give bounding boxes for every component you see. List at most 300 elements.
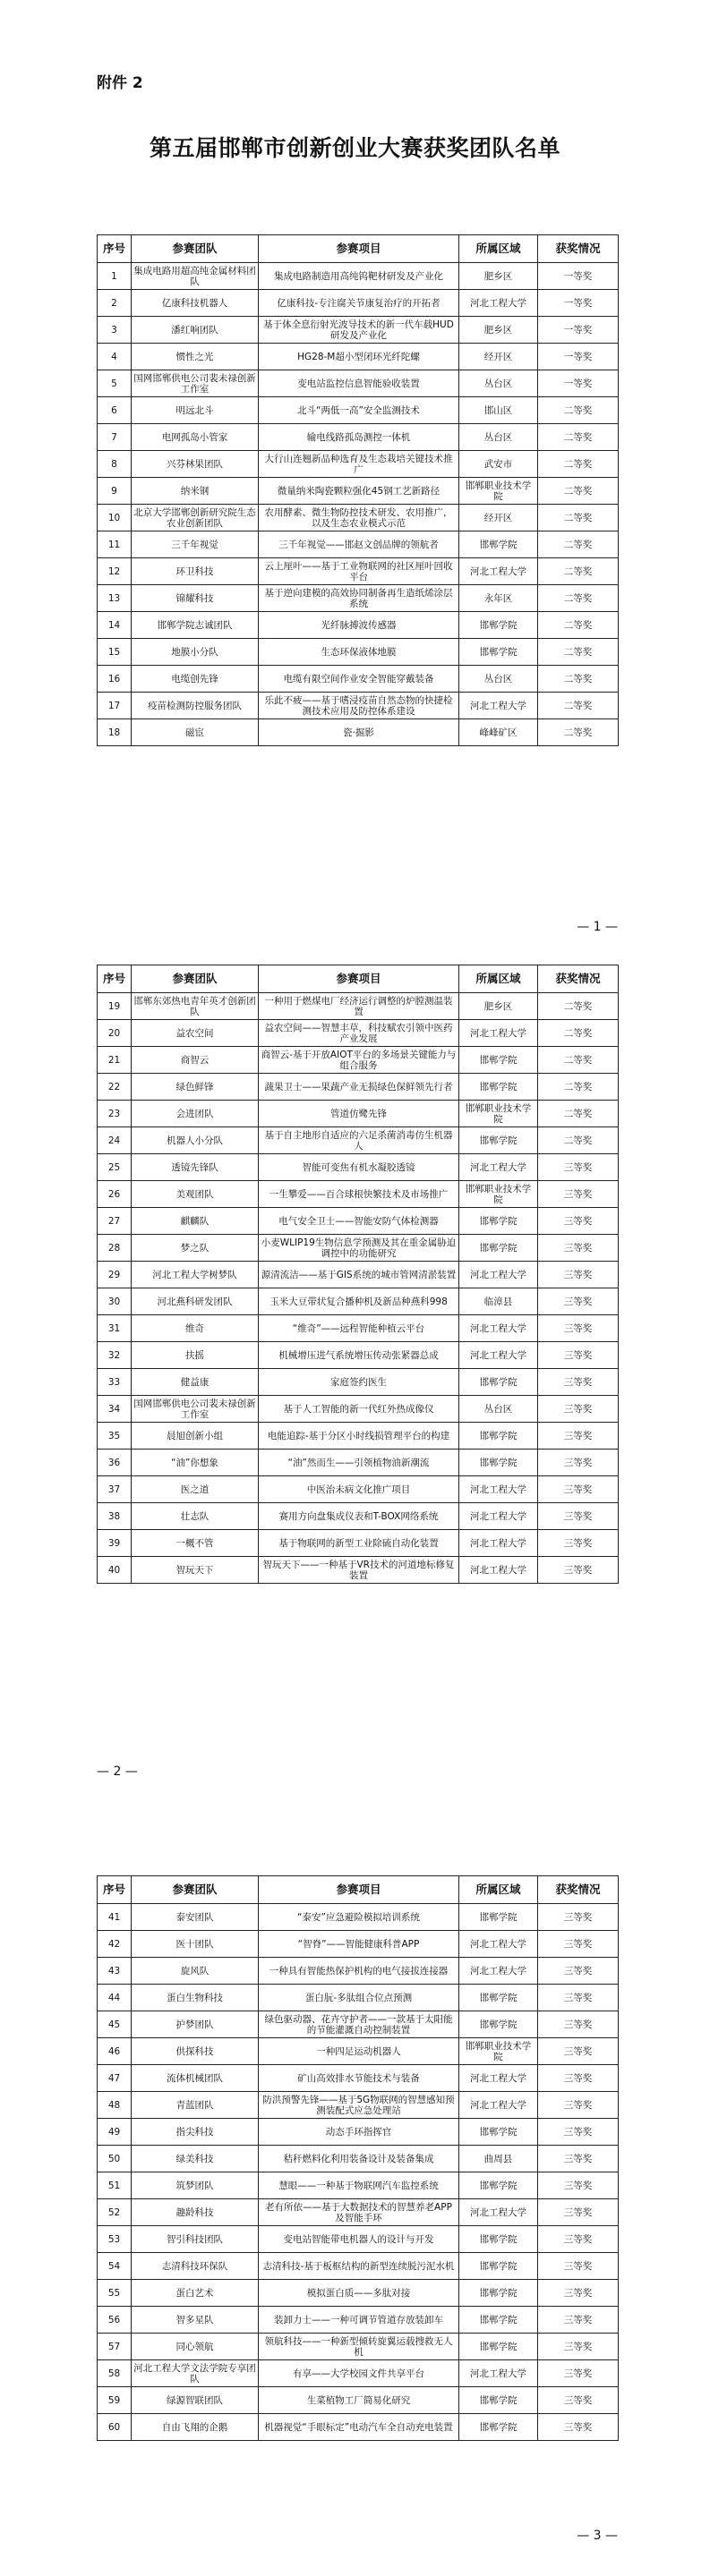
awards-table-page-3: [97, 1875, 619, 2441]
cell-project-name: 机器视觉“手眼标定”电动汽车全自动充电装置: [259, 2414, 459, 2441]
cell-award: 二等奖: [538, 505, 619, 531]
cell-row-number: 40: [98, 1557, 132, 1584]
cell-project-name: 绿色驱动器、花卉守护者——一款基于太阳能的节能灌溉自动控制装置: [259, 2011, 459, 2038]
cell-row-number: 29: [98, 1262, 132, 1288]
table-header-row: [98, 1876, 619, 1904]
page-number-1: — 1 —: [577, 920, 618, 934]
cell-row-number: 17: [98, 693, 132, 719]
table-row: [98, 263, 619, 290]
cell-team-name: 国网邯郸供电公司裴未禄创新工作室: [132, 370, 259, 397]
cell-region: 河北工程大学: [459, 1503, 538, 1530]
cell-region: 经开区: [459, 505, 538, 531]
cell-award: 二等奖: [538, 1074, 619, 1101]
cell-region: 邯郸学院: [459, 2387, 538, 2414]
cell-team-name: 机器人小分队: [132, 1127, 259, 1154]
cell-award: 三等奖: [538, 1423, 619, 1450]
cell-project-name: 有享——大学校园文件共享平台: [259, 2360, 459, 2387]
cell-award: 二等奖: [538, 558, 619, 585]
cell-award: 二等奖: [538, 397, 619, 424]
cell-row-number: 53: [98, 2226, 132, 2253]
table-row: [98, 344, 619, 370]
cell-row-number: 36: [98, 1450, 132, 1476]
cell-award: 二等奖: [538, 666, 619, 693]
cell-region: 河北工程大学: [459, 1262, 538, 1288]
cell-project-name: 中医治未病文化推广项目: [259, 1476, 459, 1503]
table-row: [98, 2226, 619, 2253]
header-team-name: 参赛团队: [132, 1876, 259, 1904]
cell-project-name: 家庭签约医生: [259, 1369, 459, 1396]
table-row: [98, 1503, 619, 1530]
cell-row-number: 16: [98, 666, 132, 693]
cell-region: 肥乡区: [459, 993, 538, 1020]
cell-team-name: 晨旭创新小组: [132, 1423, 259, 1450]
cell-team-name: 维奇: [132, 1315, 259, 1342]
cell-region: 河北工程大学: [459, 1154, 538, 1181]
cell-team-name: 电网孤岛小管家: [132, 424, 259, 451]
cell-award: 二等奖: [538, 424, 619, 451]
table-row: [98, 1369, 619, 1396]
cell-region: 河北工程大学: [459, 2360, 538, 2387]
cell-row-number: 5: [98, 370, 132, 397]
cell-project-name: “泰安”应急避险模拟培训系统: [259, 1904, 459, 1931]
header-project-name: 参赛项目: [259, 1876, 459, 1904]
cell-award: 二等奖: [538, 451, 619, 478]
cell-project-name: 生态环保液体地膜: [259, 639, 459, 666]
cell-team-name: 国网邯郸供电公司裴未禄创新工作室: [132, 1396, 259, 1423]
table-row: [98, 1931, 619, 1958]
cell-row-number: 48: [98, 2092, 132, 2119]
cell-team-name: 蛋白生物科技: [132, 1985, 259, 2011]
document-title: 第五届邯郸市创新创业大赛获奖团队名单: [149, 135, 560, 161]
cell-award: 三等奖: [538, 1235, 619, 1262]
cell-award: 三等奖: [538, 2172, 619, 2199]
cell-row-number: 43: [98, 1958, 132, 1985]
cell-team-name: 智多星队: [132, 2307, 259, 2334]
cell-project-name: 益农空间——智慧丰草，科技赋农引领中医药产业发展: [259, 1020, 459, 1047]
cell-project-name: 电气安全卫士——智能安防气体检测器: [259, 1208, 459, 1235]
cell-team-name: 邯郸东郊热电青年英才创新团队: [132, 993, 259, 1020]
cell-team-name: 健益康: [132, 1369, 259, 1396]
cell-team-name: 指尖科技: [132, 2119, 259, 2146]
cell-region: 曲周县: [459, 2146, 538, 2172]
cell-region: 河北工程大学: [459, 2065, 538, 2092]
cell-row-number: 18: [98, 719, 132, 746]
header-row-number: 序号: [98, 965, 132, 993]
cell-award: 三等奖: [538, 1315, 619, 1342]
header-project-name: 参赛项目: [259, 235, 459, 263]
cell-award: 三等奖: [538, 1958, 619, 1985]
cell-team-name: 商智云: [132, 1047, 259, 1074]
cell-row-number: 37: [98, 1476, 132, 1503]
cell-project-name: 亿康科技-专注腐关节康复治疗的开拓者: [259, 290, 459, 317]
cell-team-name: 三千年视觉: [132, 531, 259, 558]
cell-award: 三等奖: [538, 2253, 619, 2280]
annex-label: 附件 2: [97, 74, 143, 92]
table-row: [98, 1154, 619, 1181]
cell-award: 二等奖: [538, 1047, 619, 1074]
cell-project-name: 矿山高效排水节能技术与装备: [259, 2065, 459, 2092]
cell-row-number: 28: [98, 1235, 132, 1262]
table-row: [98, 2414, 619, 2441]
cell-row-number: 22: [98, 1074, 132, 1101]
cell-team-name: 医之道: [132, 1476, 259, 1503]
cell-row-number: 38: [98, 1503, 132, 1530]
cell-row-number: 3: [98, 317, 132, 344]
table-row: [98, 612, 619, 639]
cell-region: 肥乡区: [459, 317, 538, 344]
cell-team-name: 河北工程大学文法学院专享团队: [132, 2360, 259, 2387]
cell-team-name: 一概不管: [132, 1530, 259, 1557]
cell-team-name: 河北工程大学树梦队: [132, 1262, 259, 1288]
cell-row-number: 24: [98, 1127, 132, 1154]
cell-team-name: 筑梦团队: [132, 2172, 259, 2199]
cell-team-name: 流体机械团队: [132, 2065, 259, 2092]
cell-team-name: 护梦团队: [132, 2011, 259, 2038]
cell-project-name: “维奇”——远程智能种植云平台: [259, 1315, 459, 1342]
cell-row-number: 12: [98, 558, 132, 585]
cell-row-number: 7: [98, 424, 132, 451]
cell-region: 河北工程大学: [459, 693, 538, 719]
cell-project-name: 防洪预警先锋——基于5G物联网的智慧感知预测装配式应急处理站: [259, 2092, 459, 2119]
table-row: [98, 1530, 619, 1557]
header-award: 获奖情况: [538, 965, 619, 993]
cell-project-name: 装卸力士——一种可调节管道存放装卸车: [259, 2307, 459, 2334]
cell-row-number: 2: [98, 290, 132, 317]
cell-award: 二等奖: [538, 1127, 619, 1154]
cell-team-name: 梦之队: [132, 1235, 259, 1262]
table-row: [98, 1450, 619, 1476]
cell-row-number: 8: [98, 451, 132, 478]
cell-row-number: 41: [98, 1904, 132, 1931]
cell-award: 二等奖: [538, 478, 619, 505]
cell-award: 三等奖: [538, 1904, 619, 1931]
cell-award: 三等奖: [538, 1530, 619, 1557]
cell-project-name: 三千年视觉——邯赵文创品牌的领航者: [259, 531, 459, 558]
cell-region: 邯郸学院: [459, 2011, 538, 2038]
cell-row-number: 9: [98, 478, 132, 505]
cell-award: 三等奖: [538, 1931, 619, 1958]
cell-project-name: 基于逆向建模的高效协同制备再生造纸烯涂层系统: [259, 585, 459, 612]
cell-row-number: 60: [98, 2414, 132, 2441]
cell-award: 三等奖: [538, 1396, 619, 1423]
cell-region: 邯郸学院: [459, 531, 538, 558]
table-row: [98, 290, 619, 317]
cell-team-name: 电缆创先锋: [132, 666, 259, 693]
cell-team-name: 供探科技: [132, 2038, 259, 2065]
cell-team-name: 兴芬林果团队: [132, 451, 259, 478]
cell-project-name: 集成电路制造用高纯钨靶材研发及产业化: [259, 263, 459, 290]
table-header-row: [98, 235, 619, 263]
cell-project-name: 瓷·掘影: [259, 719, 459, 746]
cell-award: 二等奖: [538, 1020, 619, 1047]
cell-region: 河北工程大学: [459, 1530, 538, 1557]
cell-project-name: 玉米大豆带状复合播种机及新品种燕科998: [259, 1288, 459, 1315]
cell-award: 三等奖: [538, 1476, 619, 1503]
table-row: [98, 1557, 619, 1584]
cell-region: 永年区: [459, 585, 538, 612]
cell-project-name: 领航科技——一种新型倾转旋翼运载搜救无人机: [259, 2334, 459, 2360]
cell-region: 邯郸学院: [459, 1450, 538, 1476]
table-row: [98, 2172, 619, 2199]
cell-team-name: “油”你想象: [132, 1450, 259, 1476]
header-team-name: 参赛团队: [132, 235, 259, 263]
table-row: [98, 2387, 619, 2414]
cell-project-name: 老有所依——基于大数据技术的智慧养老APP及智能手环: [259, 2199, 459, 2226]
cell-project-name: 输电线路孤岛测控一体机: [259, 424, 459, 451]
cell-region: 邯郸学院: [459, 2172, 538, 2199]
cell-award: 二等奖: [538, 531, 619, 558]
cell-row-number: 14: [98, 612, 132, 639]
cell-region: 邯郸学院: [459, 1369, 538, 1396]
cell-team-name: 疫苗检测防控服务团队: [132, 693, 259, 719]
cell-row-number: 15: [98, 639, 132, 666]
cell-project-name: 蔬果卫士——果蔬产业无损绿色保鲜领先行者: [259, 1074, 459, 1101]
cell-award: 三等奖: [538, 2334, 619, 2360]
cell-team-name: 磁宦: [132, 719, 259, 746]
cell-row-number: 45: [98, 2011, 132, 2038]
cell-region: 邯郸学院: [459, 2226, 538, 2253]
cell-project-name: 农用酵素、微生物防控技术研发、农用推广，以及生态农业模式示范: [259, 505, 459, 531]
cell-award: 二等奖: [538, 993, 619, 1020]
table-row: [98, 2307, 619, 2334]
cell-project-name: 北斗“两低一高”安全监测技术: [259, 397, 459, 424]
cell-region: 丛台区: [459, 1396, 538, 1423]
table-row: [98, 2280, 619, 2307]
table-row: [98, 1904, 619, 1931]
page-number-2: — 2 —: [97, 1764, 138, 1779]
cell-team-name: 潘红响团队: [132, 317, 259, 344]
cell-row-number: 55: [98, 2280, 132, 2307]
table-row: [98, 1288, 619, 1315]
cell-project-name: 云上厘叶——基于工业物联网的社区厘叶回收平台: [259, 558, 459, 585]
cell-row-number: 6: [98, 397, 132, 424]
cell-row-number: 25: [98, 1154, 132, 1181]
cell-team-name: 绿源智联团队: [132, 2387, 259, 2414]
cell-project-name: 生菜植物工厂简易化研究: [259, 2387, 459, 2414]
cell-project-name: 志清科技-基于板框结构的新型连续脱污泥水机: [259, 2253, 459, 2280]
cell-award: 三等奖: [538, 2387, 619, 2414]
cell-project-name: 机械增压进气系统增压传动张紧器总成: [259, 1342, 459, 1369]
cell-row-number: 34: [98, 1396, 132, 1423]
cell-row-number: 27: [98, 1208, 132, 1235]
cell-project-name: 基于物联网的新型工业除硫自动化装置: [259, 1530, 459, 1557]
table-row: [98, 2065, 619, 2092]
cell-region: 邯郸学院: [459, 1208, 538, 1235]
cell-region: 河北工程大学: [459, 1557, 538, 1584]
table-row: [98, 558, 619, 585]
cell-project-name: 一生攀爱——百合球根快繁技术及市场推广: [259, 1181, 459, 1208]
cell-project-name: 一种具有智能热保护机构的电气接拔连接器: [259, 1958, 459, 1985]
cell-team-name: 环卫科技: [132, 558, 259, 585]
cell-region: 邯郸学院: [459, 1235, 538, 1262]
cell-region: 邯郸学院: [459, 1047, 538, 1074]
table-row: [98, 1208, 619, 1235]
cell-region: 河北工程大学: [459, 2092, 538, 2119]
cell-team-name: 地膜小分队: [132, 639, 259, 666]
table-row: [98, 2334, 619, 2360]
cell-row-number: 20: [98, 1020, 132, 1047]
cell-award: 三等奖: [538, 1342, 619, 1369]
cell-region: 临漳县: [459, 1288, 538, 1315]
cell-project-name: 变电站智能带电机器人的设计与开发: [259, 2226, 459, 2253]
cell-team-name: 明远北斗: [132, 397, 259, 424]
table-header-row: [98, 965, 619, 993]
cell-award: 三等奖: [538, 1503, 619, 1530]
cell-region: 经开区: [459, 344, 538, 370]
table-row: [98, 2360, 619, 2387]
cell-project-name: 智玩天下——一种基于VR技术的河道地标修复装置: [259, 1557, 459, 1584]
table-row: [98, 2199, 619, 2226]
cell-region: 邯郸学院: [459, 2307, 538, 2334]
cell-project-name: 大行山连翘新品种选育及生态栽培关键技术推广: [259, 451, 459, 478]
cell-region: 丛台区: [459, 424, 538, 451]
cell-award: 三等奖: [538, 1557, 619, 1584]
cell-project-name: 小麦WLIP19生物信息学预测及其在重金属胁迫调控中的功能研究: [259, 1235, 459, 1262]
cell-row-number: 39: [98, 1530, 132, 1557]
cell-project-name: 电缆有限空间作业安全智能穿戴装备: [259, 666, 459, 693]
header-project-name: 参赛项目: [259, 965, 459, 993]
cell-team-name: 绿色鲜锋: [132, 1074, 259, 1101]
table-row: [98, 1262, 619, 1288]
cell-row-number: 31: [98, 1315, 132, 1342]
cell-team-name: 会进团队: [132, 1101, 259, 1127]
header-team-name: 参赛团队: [132, 965, 259, 993]
cell-project-name: 模拟蛋白质——多肽对接: [259, 2280, 459, 2307]
cell-team-name: 锦耀科技: [132, 585, 259, 612]
cell-award: 二等奖: [538, 639, 619, 666]
cell-award: 三等奖: [538, 1288, 619, 1315]
cell-row-number: 21: [98, 1047, 132, 1074]
cell-award: 三等奖: [538, 1369, 619, 1396]
table-row: [98, 370, 619, 397]
cell-team-name: 自由飞翔的企鹅: [132, 2414, 259, 2441]
table-row: [98, 531, 619, 558]
table-row: [98, 719, 619, 746]
cell-award: 三等奖: [538, 2092, 619, 2119]
table-row: [98, 397, 619, 424]
cell-row-number: 51: [98, 2172, 132, 2199]
cell-team-name: 蛋白艺术: [132, 2280, 259, 2307]
cell-row-number: 44: [98, 1985, 132, 2011]
cell-region: 峰峰矿区: [459, 719, 538, 746]
cell-region: 河北工程大学: [459, 1315, 538, 1342]
cell-row-number: 4: [98, 344, 132, 370]
cell-project-name: 慧眼——一种基于物联网汽车监控系统: [259, 2172, 459, 2199]
cell-award: 三等奖: [538, 2199, 619, 2226]
cell-region: 邯郸学院: [459, 2414, 538, 2441]
cell-award: 三等奖: [538, 2011, 619, 2038]
cell-project-name: 秸秆燃料化利用装备设计及装备集成: [259, 2146, 459, 2172]
cell-award: 三等奖: [538, 1181, 619, 1208]
cell-region: 邯郸学院: [459, 1074, 538, 1101]
cell-award: 二等奖: [538, 585, 619, 612]
cell-region: 丛台区: [459, 666, 538, 693]
cell-row-number: 46: [98, 2038, 132, 2065]
table-row: [98, 1985, 619, 2011]
table-row: [98, 2011, 619, 2038]
cell-region: 河北工程大学: [459, 1020, 538, 1047]
cell-project-name: 赛用方向盘集成仪表和T-BOX网络系统: [259, 1503, 459, 1530]
cell-team-name: 邯郸学院志诚团队: [132, 612, 259, 639]
cell-region: 邯郸学院: [459, 1904, 538, 1931]
table-row: [98, 1074, 619, 1101]
cell-row-number: 50: [98, 2146, 132, 2172]
table-row: [98, 585, 619, 612]
cell-team-name: 志清科技环保队: [132, 2253, 259, 2280]
cell-region: 邯郸职业技术学院: [459, 2038, 538, 2065]
cell-team-name: 透镜先锋队: [132, 1154, 259, 1181]
cell-region: 河北工程大学: [459, 558, 538, 585]
cell-region: 河北工程大学: [459, 1342, 538, 1369]
cell-project-name: 源清流洁——基于GIS系统的城市管网清淤装置: [259, 1262, 459, 1288]
cell-award: 三等奖: [538, 2146, 619, 2172]
cell-region: 丛台区: [459, 370, 538, 397]
cell-project-name: 基于自主地形自适应的六足杀菌消毒仿生机器人: [259, 1127, 459, 1154]
cell-award: 二等奖: [538, 693, 619, 719]
cell-project-name: 电能追踪-基于分区小时线损管理平台的构建: [259, 1423, 459, 1450]
cell-region: 邯郸学院: [459, 612, 538, 639]
table-row: [98, 1396, 619, 1423]
table-row: [98, 2253, 619, 2280]
page-number-3: — 3 —: [577, 2529, 618, 2543]
table-row: [98, 478, 619, 505]
cell-award: 二等奖: [538, 612, 619, 639]
cell-region: 河北工程大学: [459, 1476, 538, 1503]
cell-project-name: HG28-M超小型闭环光纤陀螺: [259, 344, 459, 370]
cell-award: 一等奖: [538, 263, 619, 290]
cell-row-number: 19: [98, 993, 132, 1020]
table-row: [98, 639, 619, 666]
cell-project-name: “油”然而生——引领植物油新潮流: [259, 1450, 459, 1476]
table-row: [98, 505, 619, 531]
cell-award: 三等奖: [538, 2280, 619, 2307]
cell-award: 一等奖: [538, 344, 619, 370]
cell-row-number: 35: [98, 1423, 132, 1450]
cell-row-number: 30: [98, 1288, 132, 1315]
cell-row-number: 57: [98, 2334, 132, 2360]
cell-row-number: 13: [98, 585, 132, 612]
cell-row-number: 58: [98, 2360, 132, 2387]
cell-project-name: 动态手环指挥官: [259, 2119, 459, 2146]
cell-row-number: 32: [98, 1342, 132, 1369]
cell-team-name: 绿美科技: [132, 2146, 259, 2172]
cell-team-name: 旋风队: [132, 1958, 259, 1985]
cell-award: 三等奖: [538, 2360, 619, 2387]
cell-award: 三等奖: [538, 2119, 619, 2146]
header-award: 获奖情况: [538, 235, 619, 263]
cell-region: 邯郸学院: [459, 2253, 538, 2280]
cell-award: 一等奖: [538, 290, 619, 317]
cell-row-number: 56: [98, 2307, 132, 2334]
cell-project-name: “智脊”——智能健康科普APP: [259, 1931, 459, 1958]
table-row: [98, 2119, 619, 2146]
cell-region: 肥乡区: [459, 263, 538, 290]
cell-project-name: 变电站监控信息智能验收装置: [259, 370, 459, 397]
table-row: [98, 693, 619, 719]
cell-award: 二等奖: [538, 719, 619, 746]
table-row: [98, 1235, 619, 1262]
cell-award: 三等奖: [538, 1208, 619, 1235]
cell-team-name: 趣龄科技: [132, 2199, 259, 2226]
cell-team-name: 壮志队: [132, 1503, 259, 1530]
cell-project-name: 光纤脉搏波传感器: [259, 612, 459, 639]
awards-table-page-2: [97, 965, 619, 1584]
cell-region: 河北工程大学: [459, 1958, 538, 1985]
table-row: [98, 2038, 619, 2065]
cell-team-name: 惯性之光: [132, 344, 259, 370]
cell-region: 邯郸学院: [459, 1985, 538, 2011]
cell-project-name: 乐此不疲——基于嗜浸疫苗自然态物的快捷检测技术应用及防控体系建设: [259, 693, 459, 719]
